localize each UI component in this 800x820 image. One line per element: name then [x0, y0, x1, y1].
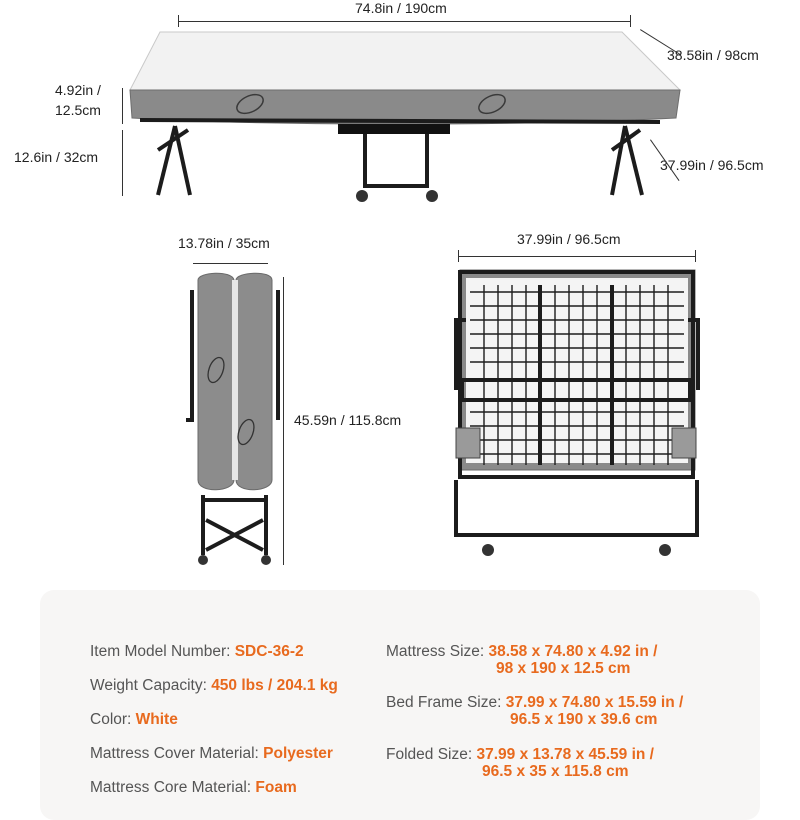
spec-capacity	[90, 677, 338, 695]
spec-cover-value: Polyester	[263, 745, 333, 762]
spec-mattress-size-label: Mattress Size:	[386, 643, 489, 660]
dim-mattress-thickness-in: 4.92in /	[55, 82, 101, 98]
spec-cover	[90, 745, 333, 763]
spec-cover-label: Mattress Cover Material:	[90, 745, 264, 762]
spec-core	[90, 779, 297, 797]
dim-folded-depth-label: 13.78in / 35cm	[178, 235, 270, 251]
spec-folded-size-label: Folded Size:	[386, 746, 477, 763]
dim-frame-width-label: 37.99in / 96.5cm	[660, 157, 764, 173]
spec-capacity-label: Weight Capacity:	[90, 677, 212, 694]
spec-model	[90, 643, 304, 661]
spec-capacity-value: 450 lbs / 204.1 kg	[211, 677, 338, 694]
spec-color-value: White	[135, 711, 178, 728]
dim-folded-height-label: 45.59n / 115.8cm	[294, 412, 402, 428]
dim-mattress-thickness-cm: 12.5cm	[55, 102, 101, 118]
spec-mattress-size	[386, 643, 657, 661]
spec-color	[90, 711, 178, 729]
spec-frame-size-label: Bed Frame Size:	[386, 694, 506, 711]
dim-frame-height-label: 12.6in / 32cm	[14, 149, 99, 165]
spec-mattress-size-line2: 98 x 190 x 12.5 cm	[496, 660, 631, 677]
spec-core-value: Foam	[255, 779, 297, 796]
spec-folded-size-line2: 96.5 x 35 x 115.8 cm	[482, 763, 629, 780]
dim-folded-width-label: 37.99in / 96.5cm	[517, 231, 621, 247]
spec-model-value: SDC-36-2	[234, 643, 304, 660]
dim-width-label: 38.58in / 98cm	[667, 47, 759, 63]
spec-model-label: Item Model Number:	[90, 643, 235, 660]
spec-frame-size-line1: 37.99 x 74.80 x 15.59 in /	[505, 694, 684, 711]
spec-core-label: Mattress Core Material:	[90, 779, 256, 796]
spec-color-label: Color:	[90, 711, 136, 728]
spec-folded-size-line1: 37.99 x 13.78 x 45.59 in /	[476, 746, 654, 763]
dim-length-label: 74.8in / 190cm	[355, 0, 447, 16]
spec-frame-size-line2: 96.5 x 190 x 39.6 cm	[510, 711, 658, 728]
spec-frame-size	[386, 694, 683, 712]
spec-mattress-size-line1: 38.58 x 74.80 x 4.92 in /	[488, 643, 658, 660]
spec-folded-size	[386, 746, 654, 764]
